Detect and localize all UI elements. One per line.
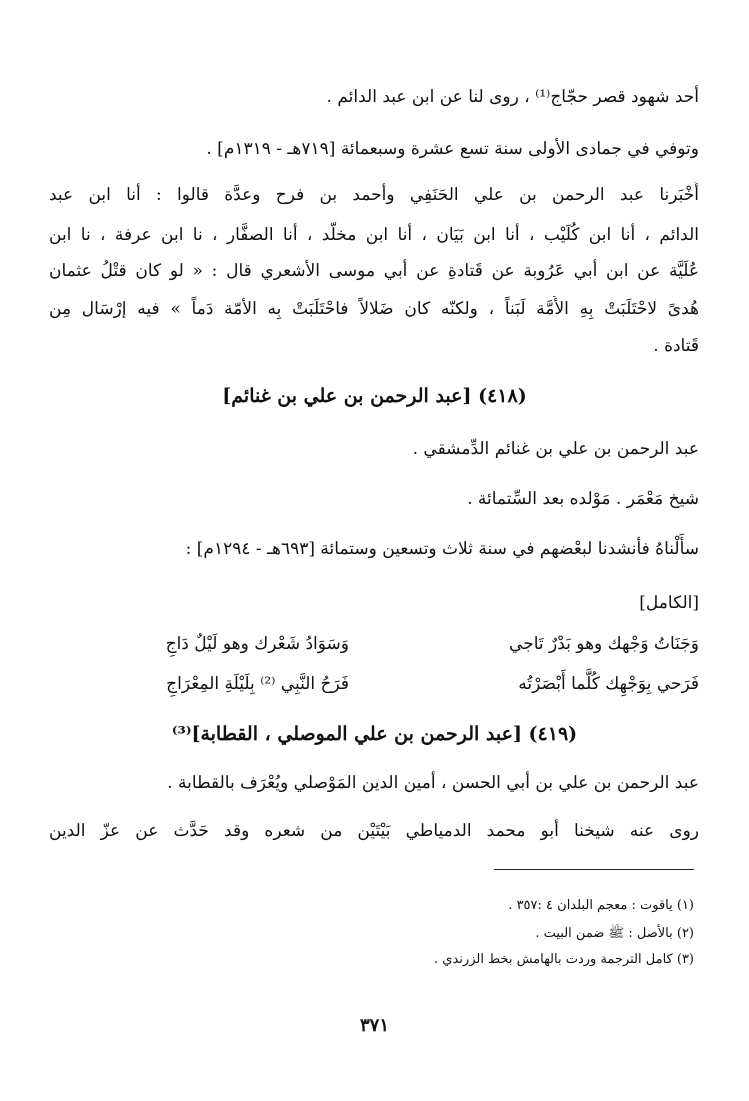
entry-419-line-1: عبد الرحمن بن علي بن أبي الحسن ، أمين الدين المَوْصلي ويُعْرَف بالقطابة . bbox=[167, 773, 699, 793]
text-line-6: هُدىً لاحْتَلَبَتْ بِهِ الأُمَّة لَبَناً ، ولكنّه كان ضَلالاً فاحْتَلَبَتْ بِه الأمّة دَماً » فيه إرْسَال مِن bbox=[49, 299, 699, 319]
text-line-4: الدائم ، أنا ابن كُلَيْب ، أنا ابن بَيَان ، أنا ابن مخلَّد ، أنا الصفَّار ، نا ابن عرفة ، نا ابن bbox=[49, 225, 699, 245]
footnote-divider bbox=[494, 869, 694, 870]
poem-meter: [الكامل] bbox=[639, 593, 699, 613]
entry-418-heading: (٤١٨) [عبد الرحمن بن علي بن غنائم] bbox=[222, 385, 527, 407]
verse-2-second-hemistich: فَرَحُ النَّبِي ⁽²⁾ بِلَيْلَةِ المِعْرَاجِ bbox=[166, 674, 349, 694]
entry-418-line-3: سأَلْناهُ فأنشدنا لبعْضهم في سنة ثلاث وتسعين وستمائة [٦٩٣هـ - ١٢٩٤م] : bbox=[185, 539, 699, 559]
text-line-2: وتوفي في جمادى الأولى سنة تسع عشرة وسبعمائة [٧١٩هـ - ١٣١٩م] . bbox=[206, 139, 699, 159]
verse-1-second-hemistich: وَسَوَادُ شَعْرك وهو لَيْلٌ دَاجِ bbox=[165, 634, 349, 654]
text-line-7: قَتادة . bbox=[653, 336, 699, 356]
text-line-5: عُلَيَّة عن ابن أبي عَرُوبة عن قَتادةِ عن أبي موسى الأشعري قال : « لو كان قتْلُ عثمان bbox=[49, 261, 699, 281]
entry-419-heading: (٤١٩) [عبد الرحمن بن علي الموصلي ، القطابة]⁽³⁾ bbox=[171, 723, 578, 745]
footnote-2: (٢) بالأصل : ﷺ ضمن البيت . bbox=[535, 926, 694, 941]
verse-1-first-hemistich: وَجَنَاتُ وَجْهك وهو بَدْرٌ تَاجي bbox=[509, 634, 699, 654]
page-number: ٣٧١ bbox=[359, 1015, 389, 1036]
verse-2-first-hemistich: فَرَحي بِوَجْهِك كُلَّما أَبْصَرْتُه bbox=[518, 674, 699, 694]
footnote-1: (١) ياقوت : معجم البلدان ٤ :٣٥٧ . bbox=[508, 898, 694, 913]
footnote-3: (٣) كامل الترجمة وردت بالهامش بخط الزرندي . bbox=[434, 952, 694, 967]
text-line-3: أَخْبَرنا عبد الرحمن بن علي الحَنَفِي وأحمد بن فرح وعدَّة قالوا : أنا ابن عبد bbox=[49, 185, 699, 205]
entry-418-line-1: عبد الرحمن بن علي بن غنائم الدِّمشقي . bbox=[412, 439, 699, 459]
entry-419-line-2: روى عنه شيخنا أبو محمد الدمياطي بَيْتَيْن من شعره وقد حَدَّث عن عزّ الدين bbox=[49, 821, 699, 841]
text-line-1: أحد شهود قصر حجّاج⁽¹⁾ ، روى لنا عن ابن عبد الدائم . bbox=[326, 87, 699, 107]
entry-418-line-2: شيخ مَعْمَر . مَوْلده بعد السِّتمائة . bbox=[467, 489, 699, 509]
